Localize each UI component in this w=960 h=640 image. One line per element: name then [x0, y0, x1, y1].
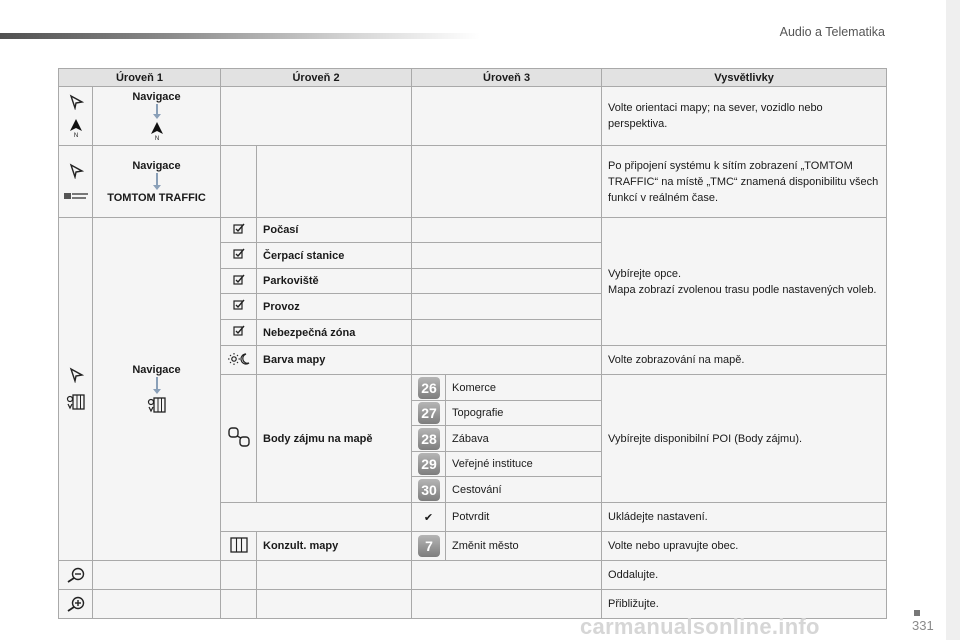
table-row — [59, 146, 887, 218]
explanation-text: Po připojení systému k sítím zobrazení „TOMTOM TRAFFIC“ na místě „TMC“ znamená disponibilitu všech funkcí v reálném čase. — [602, 146, 887, 218]
poi-category-label: Komerce — [446, 375, 602, 401]
checkbox-icon — [233, 248, 245, 260]
check-icon: ✔ — [412, 503, 446, 532]
poi-number-badge: 30 — [418, 479, 440, 501]
option-label: Čerpací stanice — [257, 243, 412, 269]
col-header-level1: Úroveň 1 — [59, 69, 221, 87]
north-arrow-icon — [149, 121, 165, 141]
option-label: Parkoviště — [257, 269, 412, 294]
tomtom-traffic-logo-icon — [64, 191, 88, 201]
confirm-label: Potvrdit — [446, 503, 602, 532]
table-header-row — [59, 69, 887, 87]
level1-icons — [59, 218, 93, 561]
arrow-down-icon — [152, 377, 162, 395]
checkbox-icon — [233, 325, 245, 337]
poi-category-label: Topografie — [446, 401, 602, 426]
option-label: Konzult. mapy — [257, 532, 412, 561]
page-number: 331 — [912, 618, 934, 633]
level2-label: Navigace — [132, 364, 181, 376]
poi-number-badge: 27 — [418, 402, 440, 424]
checkbox-icon — [233, 274, 245, 286]
map-settings-icon — [147, 396, 167, 414]
poi-number-badge: 28 — [418, 428, 440, 450]
sub-option-label: Změnit město — [446, 532, 602, 561]
navigation-arrow-icon — [68, 163, 84, 179]
svg-text:N: N — [154, 136, 159, 141]
level2-sublabel: TOMTOM TRAFFIC — [107, 191, 206, 204]
map-book-icon — [229, 536, 249, 554]
table-row — [59, 561, 887, 590]
explanation-text: Ukládejte nastavení. — [602, 503, 887, 532]
explanation-text: Oddalujte. — [602, 561, 887, 590]
page-header-title: Audio a Telematika — [779, 25, 885, 39]
level2-label: Navigace — [132, 159, 181, 172]
col-header-explanation: Vysvětlivky — [602, 69, 887, 87]
level2-cell — [93, 87, 221, 146]
poi-number-badge: 29 — [418, 453, 440, 475]
watermark: carmanualsonline.info — [580, 614, 820, 639]
navigation-arrow-icon — [68, 367, 84, 383]
explanation-text: Volte zobrazování na mapě. — [602, 346, 887, 375]
checkbox-icon — [233, 299, 245, 311]
arrow-down-icon — [152, 173, 162, 191]
navigation-arrow-icon — [68, 94, 84, 110]
option-label: Barva mapy — [257, 346, 412, 375]
poi-number-badge: 26 — [418, 377, 440, 399]
option-label: Provoz — [257, 294, 412, 320]
table-row — [59, 87, 887, 146]
svg-text:N: N — [73, 133, 78, 138]
level1-icons — [59, 146, 93, 218]
explanation-text: Volte orientaci mapy; na sever, vozidlo nebo perspektiva. — [602, 87, 887, 146]
col-header-level2: Úroveň 2 — [221, 69, 412, 87]
col-header-level3: Úroveň 3 — [412, 69, 602, 87]
menu-table — [58, 68, 887, 619]
explanation-text: Přibližujte. — [602, 590, 887, 619]
explanation-text: Volte nebo upravujte obec. — [602, 532, 887, 561]
option-label: Počasí — [257, 218, 412, 243]
poi-category-label: Veřejné instituce — [446, 452, 602, 477]
option-label: Nebezpečná zóna — [257, 320, 412, 346]
option-label: Body zájmu na mapě — [257, 375, 412, 503]
level1-icons — [59, 87, 93, 146]
poi-category-label: Cestování — [446, 477, 602, 503]
zoom-in-icon — [66, 596, 86, 612]
number-badge: 7 — [418, 535, 440, 557]
poi-category-label: Zábava — [446, 426, 602, 452]
explanation-text: Vybírejte opce. Mapa zobrazí zvolenou trasu podle nastavených voleb. — [602, 218, 887, 346]
zoom-out-icon — [66, 567, 86, 583]
level2-cell — [93, 146, 221, 218]
table-row — [59, 218, 887, 243]
arrow-down-icon — [152, 104, 162, 120]
level2-label: Navigace — [132, 91, 181, 103]
north-arrow-icon — [68, 118, 84, 138]
level2-cell — [93, 218, 221, 561]
poi-icon — [228, 427, 250, 447]
explanation-text: Vybírejte disponibilní POI (Body zájmu). — [602, 375, 887, 503]
side-strip — [946, 0, 960, 640]
header-decor-bar — [0, 33, 480, 39]
day-night-icon — [228, 352, 250, 366]
checkbox-icon — [233, 223, 245, 235]
map-settings-icon — [66, 393, 86, 411]
